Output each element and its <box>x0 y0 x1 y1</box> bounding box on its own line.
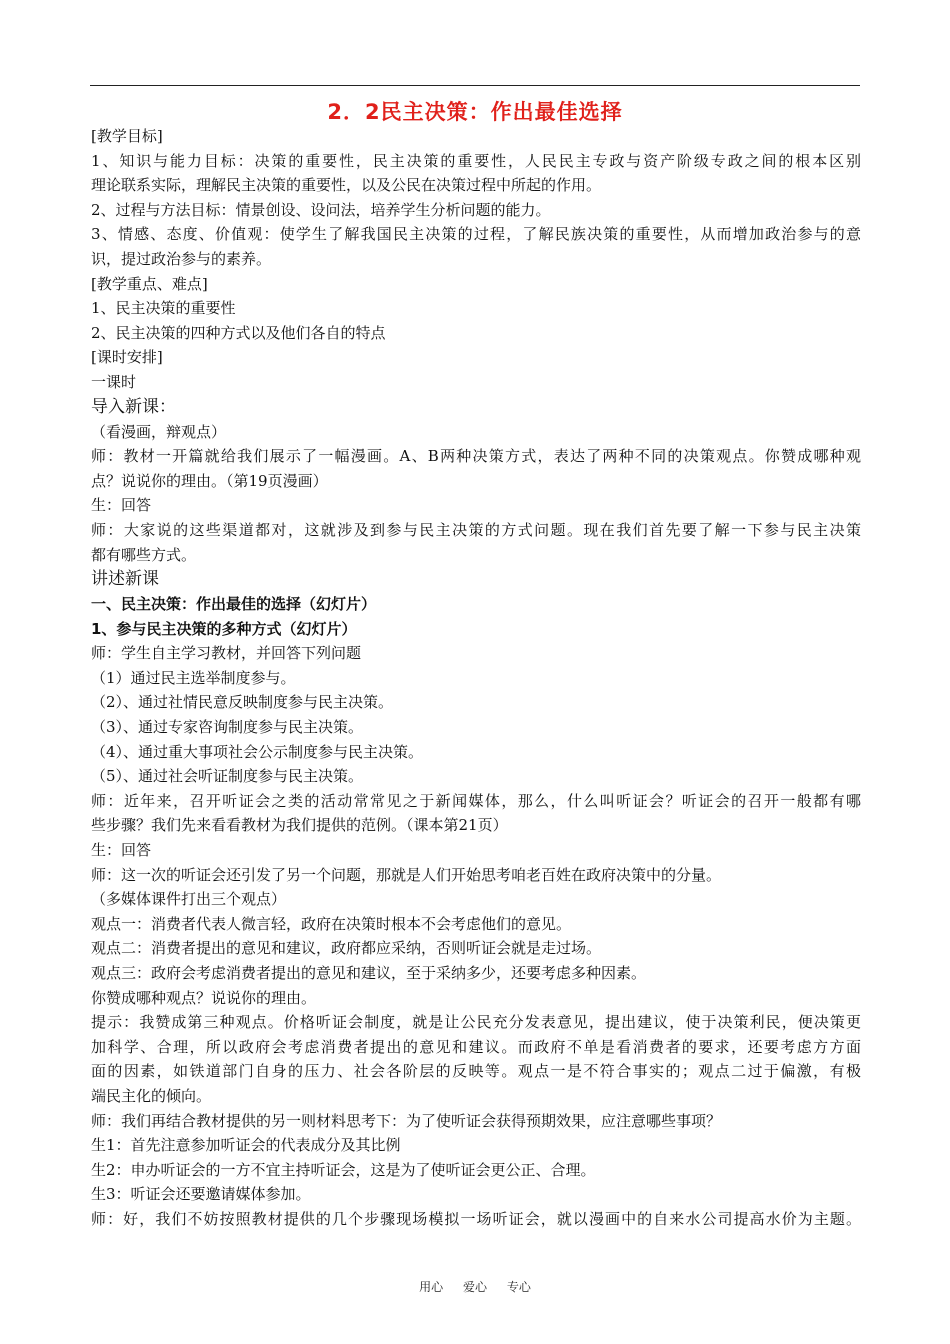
text-line: 加科学、合理，所以政府会考虑消费者提出的意见和建议。而政府不单是看消费者的要求，还要考虑方方面 <box>91 1037 861 1056</box>
text-line: 点？说说你的理由。（第19页漫画） <box>91 471 328 490</box>
text-line: 生2：申办听证会的一方不宜主持听证会，这是为了使听证会更公正、合理。 <box>91 1160 596 1179</box>
text-line: 师：这一次的听证会还引发了另一个问题，那就是人们开始思考咱老百姓在政府决策中的分量。 <box>91 865 722 884</box>
text-line: 生：回答 <box>91 841 152 860</box>
text-line: 都有哪些方式。 <box>91 545 197 564</box>
text-line: 理论联系实际，理解民主决策的重要性，以及公民在决策过程中所起的作用。 <box>91 176 602 195</box>
text-line: 观点三：政府会考虑消费者提出的意见和建议，至于采纳多少，还要考虑多种因素。 <box>91 964 647 982</box>
text-line: 师：大家说的这些渠道都对，这就涉及到参与民主决策的方式问题。现在我们首先要了解一下参与民主决策 <box>91 520 861 539</box>
list-item: （2）、通过社情民意反映制度参与民主决策。 <box>91 693 394 712</box>
text-line: 师：我们再结合教材提供的另一则材料思考下：为了使听证会获得预期效果，应注意哪些事项？ <box>91 1111 722 1130</box>
list-item: （4）、通过重大事项社会公示制度参与民主决策。 <box>91 742 424 761</box>
text-line: 2、民主决策的四种方式以及他们各自的特点 <box>91 323 386 342</box>
page-footer <box>0 1278 950 1295</box>
footer-text: 爱心 <box>462 1280 487 1294</box>
text-line: 3、情感、态度、价值观：使学生了解我国民主决策的过程，了解民族决策的重要性，从而增加政治参与的意 <box>91 225 861 244</box>
bold-heading: 1、参与民主决策的多种方式（幻灯片） <box>91 619 357 638</box>
list-item: （3）、通过专家咨询制度参与民主决策。 <box>91 718 364 737</box>
footer-text: 用心 <box>419 1280 444 1294</box>
text-line: 生：回答 <box>91 496 152 515</box>
text-line: 你赞成哪种观点？说说你的理由。 <box>91 988 317 1007</box>
text-line: 师：教材一开篇就给我们展示了一幅漫画。A、B两种决策方式，表达了两种不同的决策观点。你赞成哪种观 <box>91 447 861 466</box>
text-line: [课时安排] <box>91 348 163 367</box>
text-line: 观点二：消费者提出的意见和建议，政府都应采纳，否则听证会就是走过场。 <box>91 939 602 958</box>
page-title: 2．2民主决策：作出最佳选择 <box>327 100 623 124</box>
text-line: 1、民主决策的重要性 <box>91 299 236 318</box>
text-line: [教学目标] <box>91 127 163 145</box>
text-line: （多媒体课件打出三个观点） <box>91 890 287 909</box>
text-line: 1、知识与能力目标：决策的重要性，民主决策的重要性，人民民主专政与资产阶级专政之间的根本区别 <box>91 151 861 170</box>
list-item: （1）通过民主选举制度参与。 <box>91 668 296 687</box>
text-line: 生3：听证会还要邀请媒体参加。 <box>91 1185 311 1204</box>
text-line: 师：学生自主学习教材，并回答下列问题 <box>91 644 362 663</box>
text-line: 端民主化的倾向。 <box>91 1086 212 1105</box>
text-line: 提示：我赞成第三种观点。价格听证会制度，就是让公民充分发表意见，提出建议，使于决策利民，便决策更 <box>91 1013 861 1032</box>
footer-text: 专心 <box>506 1280 531 1294</box>
bold-heading: 一、民主决策：作出最佳的选择（幻灯片） <box>91 595 377 614</box>
text-line: 面的因素，如铁道部门自身的压力、社会各阶层的反映等。观点一是不符合事实的；观点二过于偏激，有极 <box>91 1062 861 1081</box>
text-line: （看漫画，辩观点） <box>91 422 227 441</box>
list-item: （5）、通过社会听证制度参与民主决策。 <box>91 767 364 786</box>
section-heading: 讲述新课 <box>91 569 159 590</box>
text-line: 一课时 <box>91 372 137 391</box>
section-heading: 导入新课： <box>91 396 176 417</box>
text-line: 识，提过政治参与的素养。 <box>91 249 272 268</box>
document-body <box>91 124 861 1232</box>
header-rule <box>90 85 860 86</box>
text-line: 师：好，我们不妨按照教材提供的几个步骤现场模拟一场听证会，就以漫画中的自来水公司提高水价为主题。 <box>91 1209 861 1228</box>
text-line: [教学重点、难点] <box>91 274 208 293</box>
text-line: 2、过程与方法目标：情景创设、设问法，培养学生分析问题的能力。 <box>91 200 551 219</box>
text-line: 些步骤？我们先来看看教材为我们提供的范例。（课本第21页） <box>91 816 508 835</box>
text-line: 师：近年来，召开听证会之类的活动常常见之于新闻媒体，那么，什么叫听证会？听证会的召开一般都有哪 <box>91 791 861 810</box>
text-line: 生1：首先注意参加听证会的代表成分及其比例 <box>91 1136 401 1155</box>
text-line: 观点一：消费者代表人微言轻，政府在决策时根本不会考虑他们的意见。 <box>91 914 572 933</box>
